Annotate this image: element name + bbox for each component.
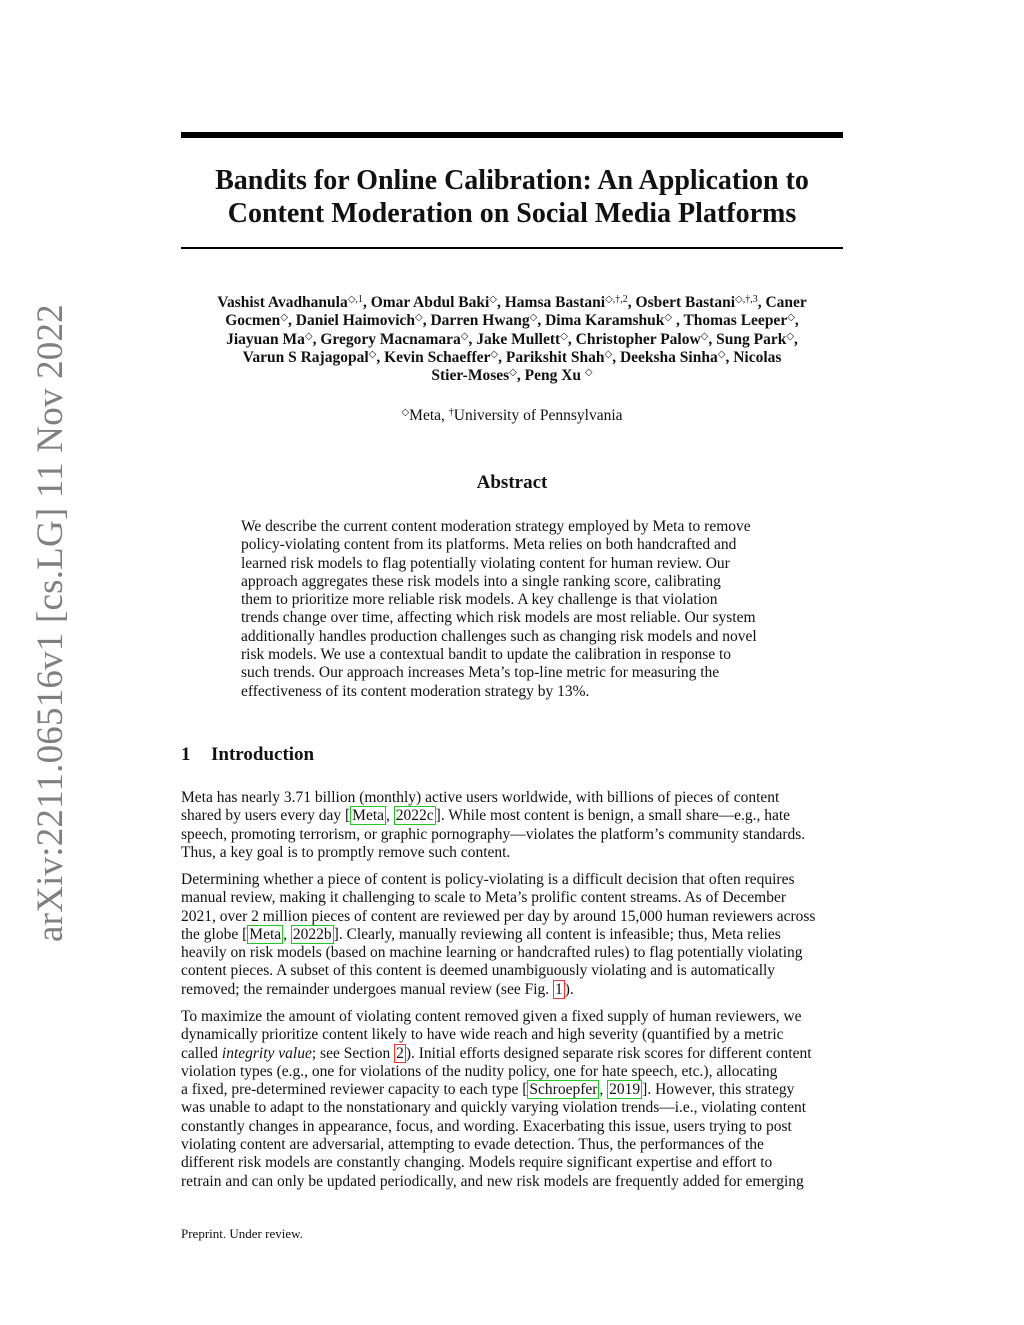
- author-separator: ,: [794, 330, 798, 348]
- text-run: ,: [599, 1081, 608, 1099]
- author-affiliation-mark: ◇: [700, 330, 709, 342]
- author-name: Gocmen: [225, 312, 281, 330]
- paragraph-line: Meta has nearly 3.71 billion (monthly) active users worldwide, with billions of pieces of content: [181, 789, 780, 806]
- section-number: 1: [181, 744, 191, 765]
- author-name: , Darren Hwang: [422, 312, 530, 330]
- affiliation-name: Meta,: [409, 407, 449, 424]
- citation-link-2019[interactable]: 2019: [609, 1081, 641, 1099]
- author-name: , Kevin Schaeffer: [376, 348, 491, 366]
- text-run: the globe [: [181, 925, 248, 943]
- author-line: [181, 331, 843, 349]
- paragraph-line: constantly changes in appearance, focus, and wording. Exacerbating this issue, users trying to post: [181, 1117, 792, 1135]
- paragraph-line: [181, 926, 846, 944]
- text-run: ]. Clearly, manually reviewing all content is infeasible; thus, Meta relies: [333, 925, 781, 943]
- author-name: Varun S Rajagopal: [242, 348, 369, 366]
- section-heading-introduction: [181, 744, 314, 766]
- author-affiliation-mark: ◇: [604, 348, 613, 360]
- abstract-line: additionally handles production challenges such as changing risk models and novel: [241, 627, 757, 645]
- paragraph-line: content pieces. A subset of this content is deemed unambiguously violating and is automatically: [181, 962, 776, 980]
- paragraph-line: manual review, making it challenging to scale to Meta’s prolific content streams. As of December: [181, 889, 787, 907]
- author-name: , Jake Mullett: [468, 330, 561, 348]
- paragraph-line: was unable to adapt to the nonstationary and quickly varying violation trends—i.e., violating content: [181, 1099, 807, 1117]
- author-affiliation-mark: ◇: [787, 312, 795, 324]
- abstract-body: [241, 518, 784, 701]
- author-name: , Deeksha Sinha: [612, 348, 718, 366]
- paragraph-line: different risk models are constantly changing. Models require significant expertise and effort to: [181, 1154, 773, 1172]
- author-affiliation-mark: ◇: [786, 330, 795, 342]
- citation-link-schroepfer[interactable]: Schroepfer: [529, 1081, 598, 1099]
- italic-term: integrity value: [221, 1044, 312, 1062]
- citation-link-2022b[interactable]: 2022b: [292, 925, 332, 943]
- paragraph-line: [181, 1081, 846, 1099]
- abstract-line: risk models. We use a contextual bandit to update the calibration in response to: [241, 646, 732, 664]
- text-run: ; see Section: [311, 1044, 395, 1062]
- author-affiliation-mark: ◇: [529, 312, 538, 324]
- intro-paragraph-2: [181, 871, 846, 999]
- abstract-line: approach aggregates these risk models into a single ranking score, calibrating: [241, 572, 721, 590]
- author-affiliation-mark: ◇: [460, 330, 469, 342]
- affiliation-name: University of Pennsylvania: [453, 407, 623, 424]
- author-affiliation-mark: ◇: [490, 348, 499, 360]
- author-affiliation-mark: ◇,†,2: [605, 294, 628, 305]
- author-affiliation-mark: ◇: [560, 330, 568, 342]
- paragraph-line: speech, promoting terrorism, or graphic pornography—violates the platform’s community standards.: [181, 825, 806, 843]
- author-name: , Peng Xu: [516, 367, 585, 385]
- author-name: Vashist Avadhanula: [217, 294, 348, 311]
- paragraph-line: violating content are adversarial, attempting to evade detection. Thus, the performances of the: [181, 1136, 764, 1154]
- intro-paragraph-3: [181, 1008, 846, 1191]
- author-separator: ,: [794, 312, 799, 330]
- author-affiliation-mark: ◇: [368, 348, 377, 360]
- text-run: a fixed, pre-determined reviewer capacity to each type [: [181, 1081, 528, 1099]
- author-line: [181, 349, 843, 367]
- title-rule: [181, 247, 843, 249]
- paragraph-line: retrain and can only be updated periodically, and new risk models are frequently added for emerging: [181, 1172, 804, 1190]
- author-name: Stier-Moses: [431, 367, 510, 385]
- text-run: ,: [283, 925, 291, 943]
- author-line: [181, 294, 843, 312]
- author-affiliation-mark: ◇: [584, 367, 593, 379]
- paragraph-line: [181, 1045, 846, 1063]
- text-run: ]. However, this strategy: [642, 1081, 795, 1099]
- author-name: , Thomas Leeper: [672, 312, 788, 330]
- arxiv-identifier-stamp: arXiv:2211.06516v1 [cs.LG] 11 Nov 2022: [30, 304, 71, 942]
- author-name: Jiayuan Ma: [226, 330, 305, 348]
- text-run: ).: [564, 980, 574, 998]
- section-ref-link[interactable]: 2: [396, 1044, 404, 1062]
- abstract-line: learned risk models to flag potentially violating content for human review. Our: [241, 554, 730, 572]
- abstract-line: trends change over time, affecting which risk models are most reliable. Our system: [241, 609, 756, 627]
- citation-link-meta[interactable]: Meta: [352, 807, 385, 825]
- text-run: ,: [386, 807, 394, 825]
- author-name: , Nicolas: [725, 348, 782, 366]
- author-name: , Daniel Haimovich: [288, 312, 416, 330]
- paragraph-line: violation types (e.g., one for violations of the nudity policy, one for hate speech, etc.), allocating: [181, 1062, 778, 1080]
- author-name: , Sung Park: [708, 330, 787, 348]
- abstract-line: We describe the current content moderation strategy employed by Meta to remove: [241, 518, 751, 535]
- paragraph-line: heavily on risk models (based on machine learning or handcrafted rules) to flag potentially violating: [181, 944, 803, 962]
- author-affiliation-mark: ◇: [509, 367, 517, 379]
- paragraph-line: To maximize the amount of violating content removed given a fixed supply of human reviewers, we: [181, 1008, 802, 1025]
- abstract-line: policy-violating content from its platforms. Meta relies on both handcrafted and: [241, 536, 737, 554]
- affiliations: [181, 407, 843, 425]
- text-run: called: [181, 1044, 222, 1062]
- paragraph-line: [181, 981, 846, 999]
- text-run: ]. While most content is benign, a small share—e.g., hate: [435, 807, 791, 825]
- page-footer: Preprint. Under review.: [181, 1226, 303, 1241]
- paragraph-line: Determining whether a piece of content is policy-violating is a difficult decision that often requires: [181, 871, 795, 888]
- top-rule: [181, 132, 843, 138]
- author-affiliation-mark: ◇: [280, 312, 289, 324]
- author-affiliation-mark: ◇: [717, 348, 726, 360]
- author-name: , Dima Karamshuk: [537, 312, 665, 330]
- paper-title: [181, 164, 843, 230]
- author-affiliation-mark: ◇: [415, 312, 423, 324]
- section-title: Introduction: [211, 744, 315, 765]
- abstract-line: effectiveness of its content moderation strategy by 13%.: [241, 682, 590, 700]
- paragraph-line: Thus, a key goal is to promptly remove such content.: [181, 843, 511, 861]
- text-run: removed; the remainder undergoes manual review (see Fig.: [181, 980, 554, 998]
- author-affiliation-mark: ◇: [304, 330, 313, 342]
- abstract-line: such trends. Our approach increases Meta’s top-line metric for measuring the: [241, 664, 720, 682]
- author-name: , Hamsa Bastani: [496, 294, 606, 311]
- author-name: , Omar Abdul Baki: [362, 294, 490, 311]
- title-line: Content Moderation on Social Media Platforms: [227, 198, 797, 229]
- intro-paragraph-1: [181, 789, 846, 862]
- title-line: Bandits for Online Calibration: An Application to: [215, 165, 809, 196]
- author-affiliation-mark: ◇: [664, 312, 673, 324]
- citation-link-meta[interactable]: Meta: [249, 925, 282, 943]
- author-affiliation-mark: ◇: [489, 294, 497, 305]
- author-line: [181, 367, 843, 385]
- author-affiliation-mark: ◇,1: [347, 294, 363, 305]
- author-name: , Osbert Bastani: [627, 294, 735, 311]
- text-run: ). Initial efforts designed separate risk scores for different content: [405, 1044, 812, 1062]
- author-affiliation-mark: ◇,†,3: [735, 294, 758, 305]
- author-name: , Christopher Palow: [567, 330, 701, 348]
- paragraph-line: [181, 807, 846, 825]
- paragraph-line: dynamically prioritize content likely to have wide reach and high severity (quantified by a metric: [181, 1026, 784, 1044]
- author-name: , Parikshit Shah: [498, 348, 605, 366]
- author-line: [181, 312, 843, 330]
- affiliation-mark: †: [448, 407, 454, 418]
- paragraph-line: 2021, over 2 million pieces of content are reviewed per day by around 15,000 human reviewers across: [181, 907, 816, 925]
- citation-link-2022c[interactable]: 2022c: [395, 807, 434, 825]
- text-run: shared by users every day [: [181, 807, 351, 825]
- author-name: , Gregory Macnamara: [312, 330, 461, 348]
- abstract-heading: Abstract: [476, 472, 548, 493]
- figure-ref-link[interactable]: 1: [555, 980, 563, 998]
- author-name: , Caner: [757, 294, 807, 311]
- author-list: [181, 294, 843, 385]
- affiliation-mark: ◇: [401, 407, 410, 418]
- abstract-line: them to prioritize more reliable risk models. A key challenge is that violation: [241, 591, 718, 609]
